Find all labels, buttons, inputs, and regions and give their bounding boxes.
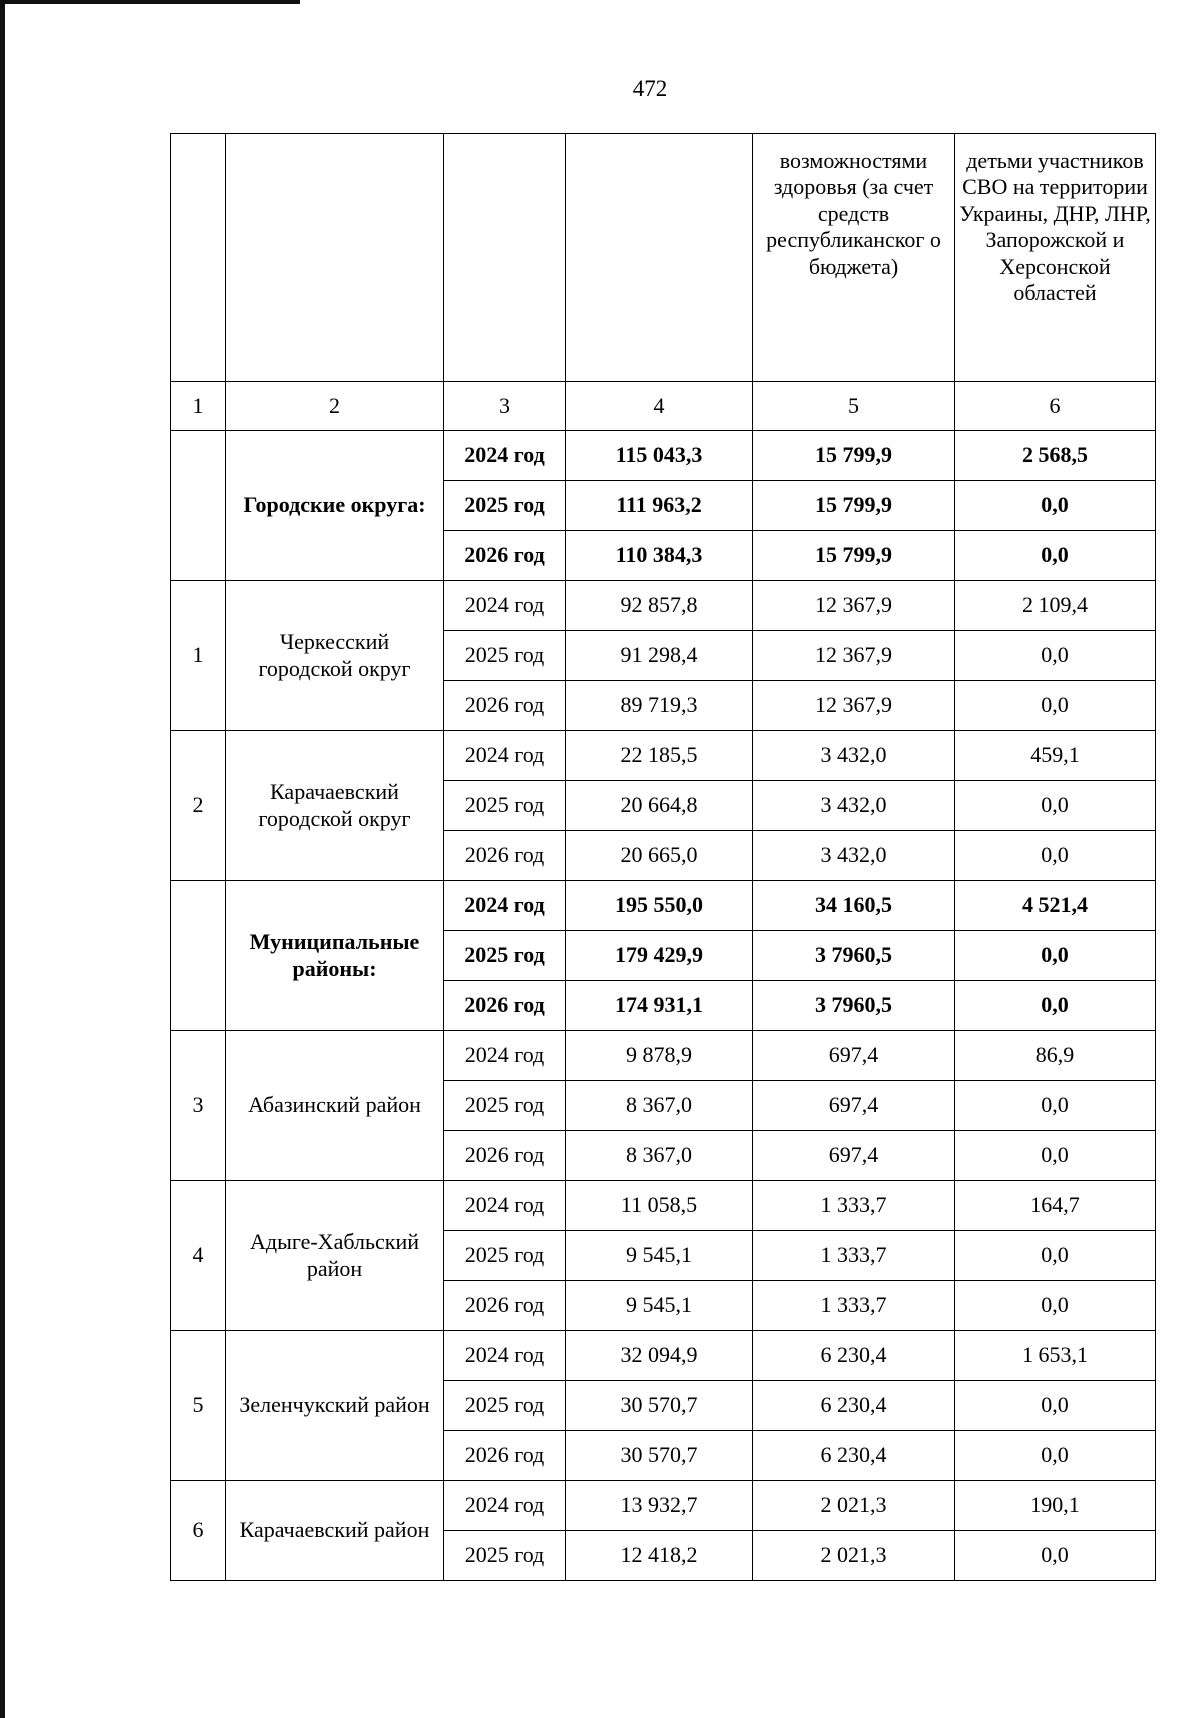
disability-amount-cell: 6 230,4 <box>753 1431 955 1481</box>
header-cell-2 <box>226 134 444 382</box>
disability-amount-cell: 2 021,3 <box>753 1481 955 1531</box>
disability-amount-cell: 34 160,5 <box>753 881 955 931</box>
territory-name-cell: Городские округа: <box>226 431 444 581</box>
year-cell: 2025 год <box>444 1381 566 1431</box>
disability-amount-cell: 15 799,9 <box>753 531 955 581</box>
total-amount-cell: 30 570,7 <box>566 1381 753 1431</box>
svo-children-amount-cell: 0,0 <box>955 781 1156 831</box>
row-number-cell: 3 <box>171 1031 226 1181</box>
territory-name-cell: Муниципальные районы: <box>226 881 444 1031</box>
year-cell: 2024 год <box>444 1331 566 1381</box>
year-cell: 2024 год <box>444 431 566 481</box>
svo-children-amount-cell: 86,9 <box>955 1031 1156 1081</box>
budget-table <box>170 133 1156 1581</box>
table-row <box>171 581 1156 631</box>
total-amount-cell: 9 545,1 <box>566 1281 753 1331</box>
column-number: 5 <box>753 382 955 431</box>
total-amount-cell: 8 367,0 <box>566 1081 753 1131</box>
year-cell: 2025 год <box>444 1231 566 1281</box>
svo-children-amount-cell: 0,0 <box>955 681 1156 731</box>
year-cell: 2025 год <box>444 931 566 981</box>
row-number-cell <box>171 881 226 1031</box>
svo-children-amount-cell: 4 521,4 <box>955 881 1156 931</box>
year-cell: 2024 год <box>444 1181 566 1231</box>
column-number: 1 <box>171 382 226 431</box>
total-amount-cell: 89 719,3 <box>566 681 753 731</box>
disability-amount-cell: 3 432,0 <box>753 731 955 781</box>
svo-children-amount-cell: 1 653,1 <box>955 1331 1156 1381</box>
total-amount-cell: 195 550,0 <box>566 881 753 931</box>
svo-children-amount-cell: 0,0 <box>955 831 1156 881</box>
year-cell: 2024 год <box>444 1481 566 1531</box>
table-row <box>171 431 1156 481</box>
year-cell: 2025 год <box>444 1081 566 1131</box>
svo-children-amount-cell: 0,0 <box>955 1431 1156 1481</box>
scan-edge-left <box>0 0 5 1718</box>
year-cell: 2025 год <box>444 481 566 531</box>
disability-amount-cell: 6 230,4 <box>753 1381 955 1431</box>
svo-children-amount-cell: 0,0 <box>955 981 1156 1031</box>
total-amount-cell: 30 570,7 <box>566 1431 753 1481</box>
disability-amount-cell: 697,4 <box>753 1131 955 1181</box>
disability-amount-cell: 15 799,9 <box>753 481 955 531</box>
disability-amount-cell: 3 7960,5 <box>753 981 955 1031</box>
year-cell: 2026 год <box>444 531 566 581</box>
territory-name-cell: Карачаевский городской округ <box>226 731 444 881</box>
total-amount-cell: 32 094,9 <box>566 1331 753 1381</box>
table-row <box>171 1481 1156 1531</box>
row-number-cell <box>171 431 226 581</box>
total-amount-cell: 20 664,8 <box>566 781 753 831</box>
year-cell: 2024 год <box>444 581 566 631</box>
svo-children-amount-cell: 0,0 <box>955 1531 1156 1581</box>
year-cell: 2025 год <box>444 631 566 681</box>
territory-name-cell: Карачаевский район <box>226 1481 444 1581</box>
total-amount-cell: 91 298,4 <box>566 631 753 681</box>
header-cell-1 <box>171 134 226 382</box>
column-number: 4 <box>566 382 753 431</box>
header-cell-3 <box>444 134 566 382</box>
row-number-cell: 2 <box>171 731 226 881</box>
year-cell: 2024 год <box>444 1031 566 1081</box>
total-amount-cell: 9 545,1 <box>566 1231 753 1281</box>
total-amount-cell: 110 384,3 <box>566 531 753 581</box>
total-amount-cell: 9 878,9 <box>566 1031 753 1081</box>
row-number-cell: 4 <box>171 1181 226 1331</box>
disability-amount-cell: 1 333,7 <box>753 1181 955 1231</box>
total-amount-cell: 8 367,0 <box>566 1131 753 1181</box>
disability-amount-cell: 12 367,9 <box>753 681 955 731</box>
total-amount-cell: 115 043,3 <box>566 431 753 481</box>
disability-amount-cell: 6 230,4 <box>753 1331 955 1381</box>
total-amount-cell: 179 429,9 <box>566 931 753 981</box>
svo-children-amount-cell: 0,0 <box>955 1131 1156 1181</box>
column-number: 2 <box>226 382 444 431</box>
scan-edge-top <box>0 0 300 4</box>
year-cell: 2026 год <box>444 681 566 731</box>
year-cell: 2026 год <box>444 1431 566 1481</box>
header-cell-4 <box>566 134 753 382</box>
year-cell: 2026 год <box>444 1131 566 1181</box>
svo-children-amount-cell: 459,1 <box>955 731 1156 781</box>
svo-children-amount-cell: 2 568,5 <box>955 431 1156 481</box>
column-number: 6 <box>955 382 1156 431</box>
svo-children-amount-cell: 0,0 <box>955 1281 1156 1331</box>
territory-name-cell: Черкесский городской округ <box>226 581 444 731</box>
header-cell-6: детьми участников СВО на территории Украины, ДНР, ЛНР, Запорожской и Херсонской областей <box>955 134 1156 382</box>
svo-children-amount-cell: 164,7 <box>955 1181 1156 1231</box>
row-number-cell: 5 <box>171 1331 226 1481</box>
year-cell: 2026 год <box>444 831 566 881</box>
total-amount-cell: 13 932,7 <box>566 1481 753 1531</box>
header-cell-5: возможностями здоровья (за счет средств республиканског о бюджета) <box>753 134 955 382</box>
year-cell: 2025 год <box>444 1531 566 1581</box>
year-cell: 2024 год <box>444 731 566 781</box>
table-row <box>171 731 1156 781</box>
disability-amount-cell: 15 799,9 <box>753 431 955 481</box>
total-amount-cell: 20 665,0 <box>566 831 753 881</box>
table-row <box>171 1031 1156 1081</box>
svo-children-amount-cell: 0,0 <box>955 1381 1156 1431</box>
disability-amount-cell: 697,4 <box>753 1081 955 1131</box>
year-cell: 2025 год <box>444 781 566 831</box>
svo-children-amount-cell: 0,0 <box>955 1231 1156 1281</box>
total-amount-cell: 22 185,5 <box>566 731 753 781</box>
total-amount-cell: 111 963,2 <box>566 481 753 531</box>
year-cell: 2026 год <box>444 981 566 1031</box>
header-row <box>171 134 1156 382</box>
disability-amount-cell: 697,4 <box>753 1031 955 1081</box>
total-amount-cell: 174 931,1 <box>566 981 753 1031</box>
territory-name-cell: Адыге-Хабльский район <box>226 1181 444 1331</box>
disability-amount-cell: 3 432,0 <box>753 831 955 881</box>
year-cell: 2026 год <box>444 1281 566 1331</box>
column-number-row <box>171 382 1156 431</box>
territory-name-cell: Абазинский район <box>226 1031 444 1181</box>
disability-amount-cell: 1 333,7 <box>753 1231 955 1281</box>
row-number-cell: 1 <box>171 581 226 731</box>
table-row <box>171 1181 1156 1231</box>
svo-children-amount-cell: 0,0 <box>955 1081 1156 1131</box>
disability-amount-cell: 12 367,9 <box>753 631 955 681</box>
page-number: 472 <box>632 76 668 101</box>
disability-amount-cell: 3 432,0 <box>753 781 955 831</box>
total-amount-cell: 92 857,8 <box>566 581 753 631</box>
disability-amount-cell: 2 021,3 <box>753 1531 955 1581</box>
table-row <box>171 1331 1156 1381</box>
svo-children-amount-cell: 0,0 <box>955 481 1156 531</box>
disability-amount-cell: 12 367,9 <box>753 581 955 631</box>
svo-children-amount-cell: 0,0 <box>955 631 1156 681</box>
table-row <box>171 881 1156 931</box>
svo-children-amount-cell: 190,1 <box>955 1481 1156 1531</box>
territory-name-cell: Зеленчукский район <box>226 1331 444 1481</box>
disability-amount-cell: 1 333,7 <box>753 1281 955 1331</box>
row-number-cell: 6 <box>171 1481 226 1581</box>
total-amount-cell: 12 418,2 <box>566 1531 753 1581</box>
svo-children-amount-cell: 0,0 <box>955 531 1156 581</box>
total-amount-cell: 11 058,5 <box>566 1181 753 1231</box>
column-number: 3 <box>444 382 566 431</box>
svo-children-amount-cell: 2 109,4 <box>955 581 1156 631</box>
disability-amount-cell: 3 7960,5 <box>753 931 955 981</box>
year-cell: 2024 год <box>444 881 566 931</box>
svo-children-amount-cell: 0,0 <box>955 931 1156 981</box>
